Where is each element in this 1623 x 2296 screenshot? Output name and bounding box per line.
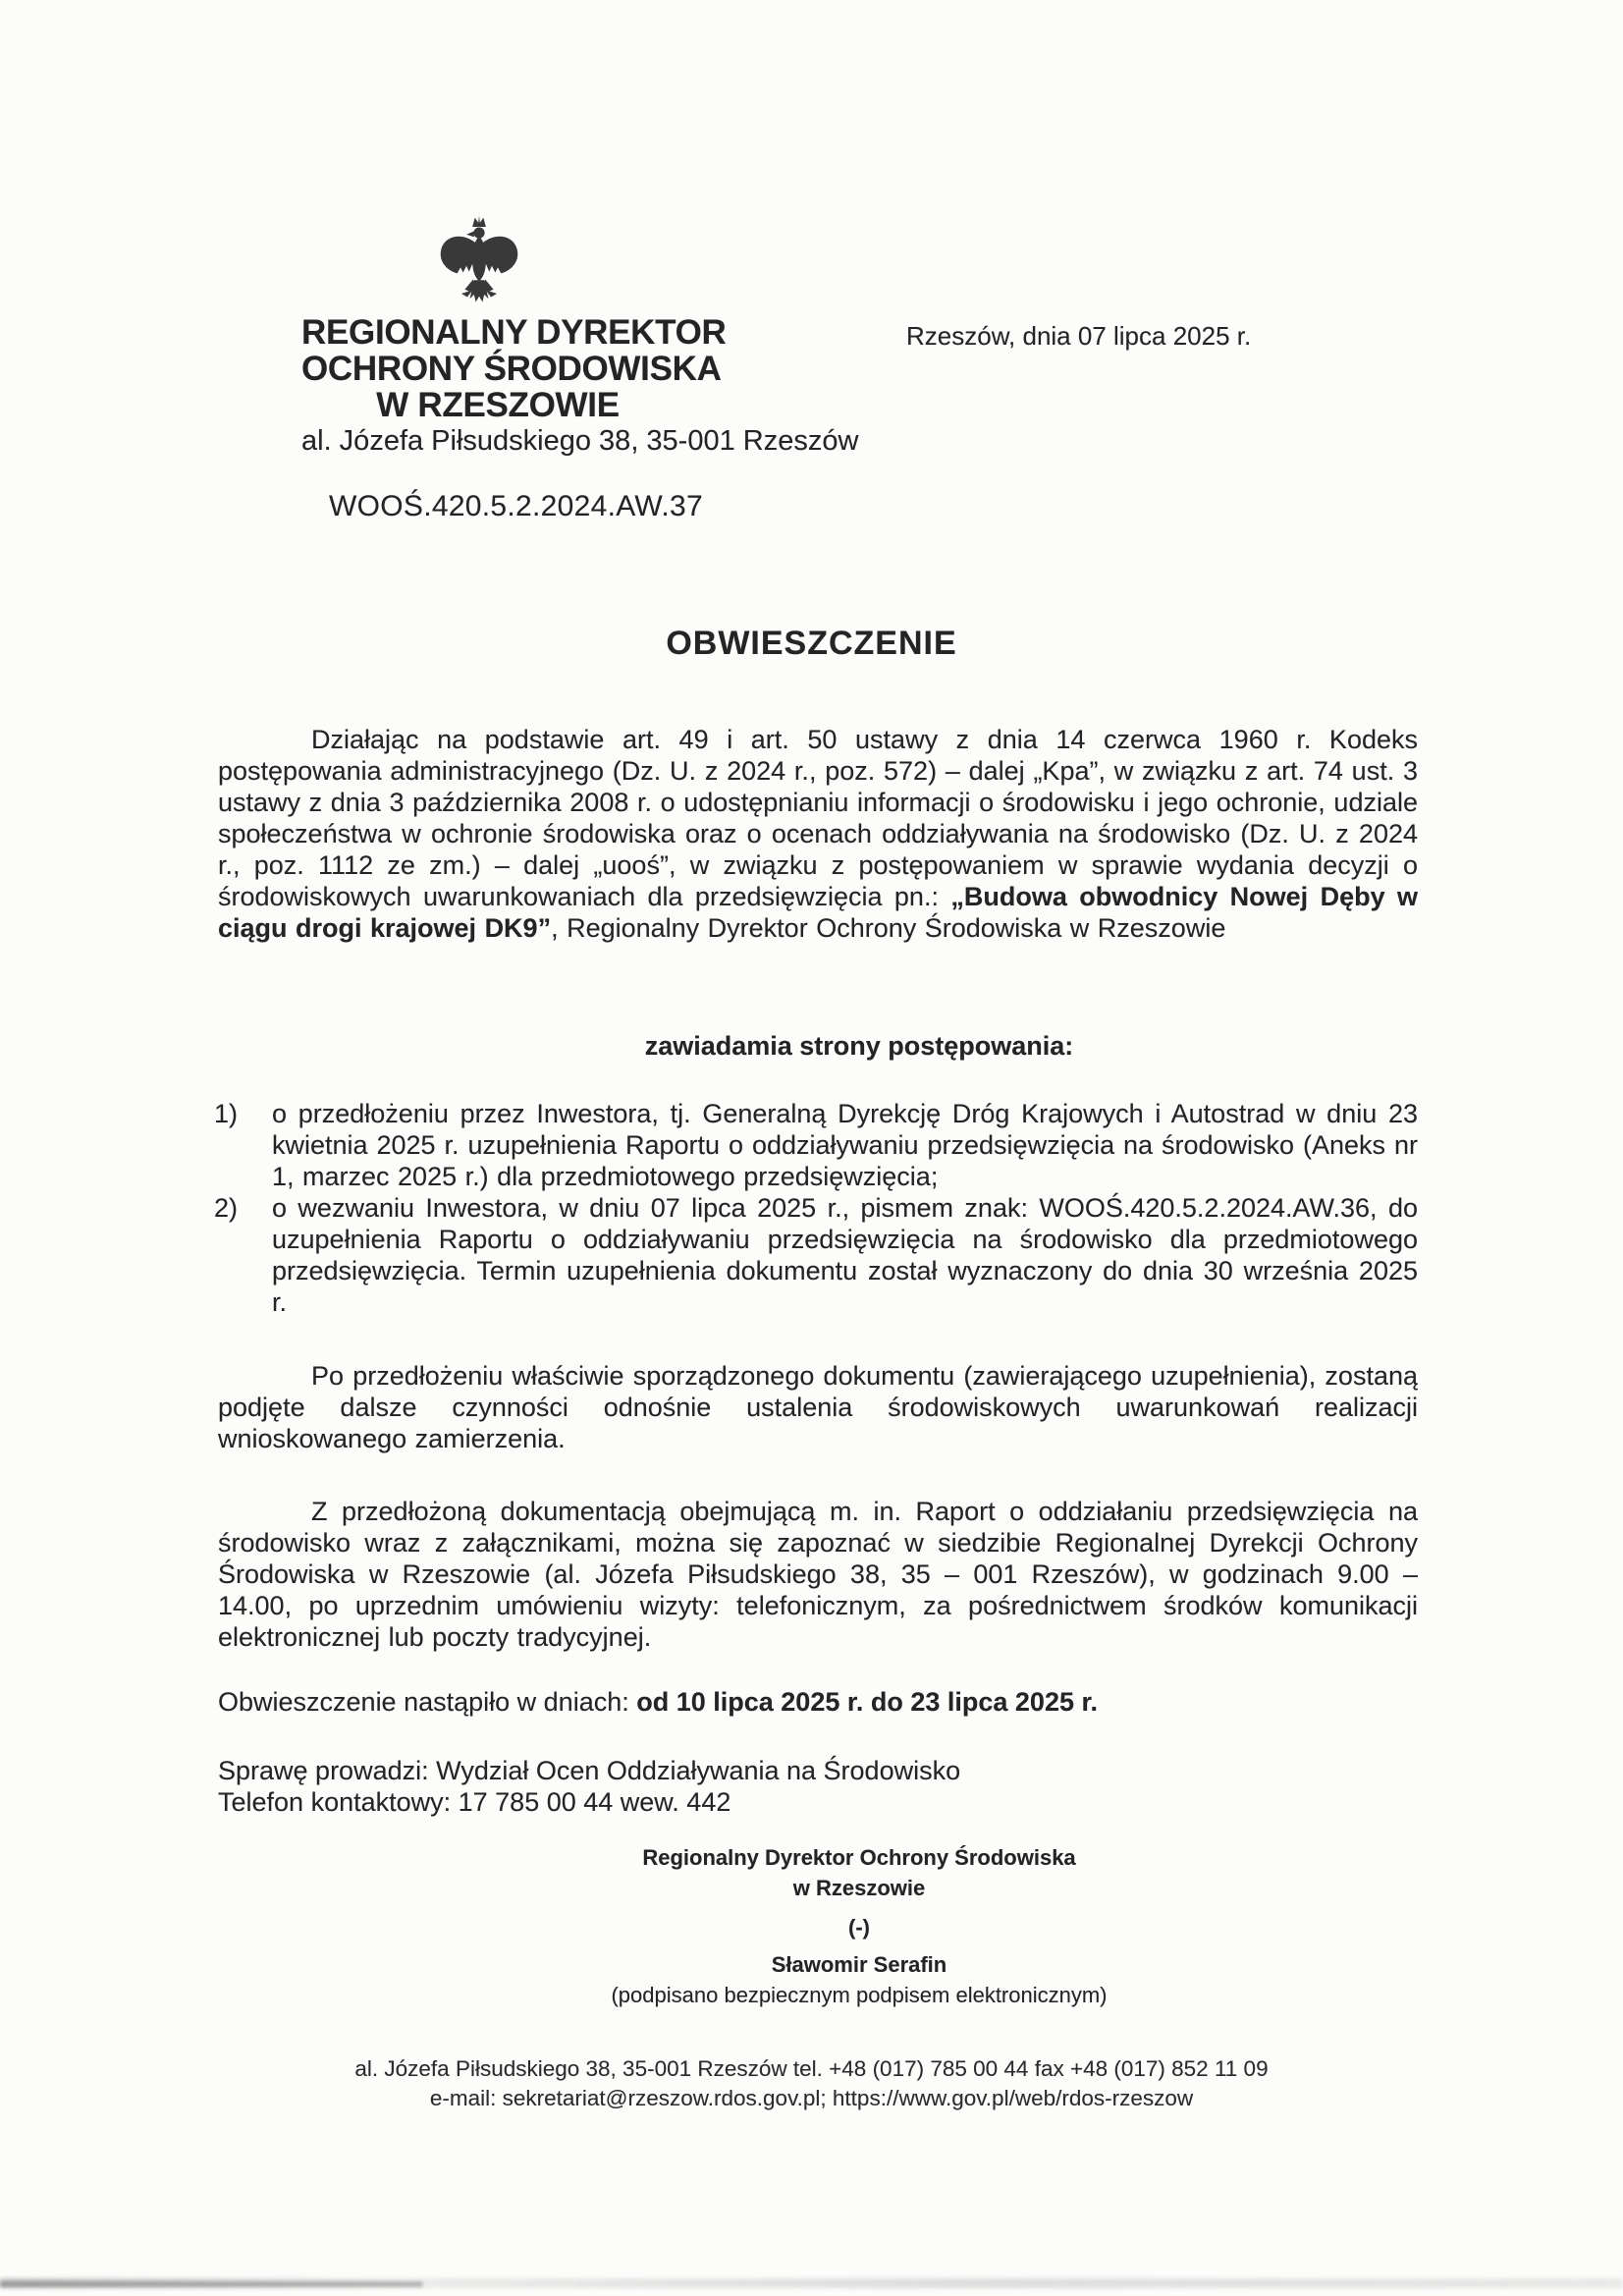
- intro-text-2: , Regionalny Dyrektor Ochrony Środowiska w Rzeszowie: [551, 913, 1226, 943]
- announcement-dates: od 10 lipca 2025 r. do 23 lipca 2025 r.: [636, 1687, 1099, 1717]
- contact-phone-line: Telefon kontaktowy: 17 785 00 44 wew. 442: [218, 1787, 731, 1817]
- footer: [0, 2054, 1623, 2113]
- case-officer-line: Sprawę prowadzi: Wydział Ocen Oddziaływania na Środowisko: [218, 1756, 961, 1785]
- intro-text-1: Działając na podstawie art. 49 i art. 50 ustawy z dnia 14 czerwca 1960 r. Kodeks postępowania administracyjnego (Dz. U. z 2024 r., poz. 572) – dalej „Kpa”, w związku z art. 74 ust. 3 ustawy z dnia 3 października 2008 r. o udostępnianiu informacji o środowisku i jego ochronie, udziale społeczeństwa w ochronie środowiska oraz o ocenach oddziaływania na środowisko (Dz. U. z 2024 r., poz. 1112 ze zm.) – dalej „uooś”, w związku z postępowaniem w sprawie wydania decyzji o środowiskowych uwarunkowaniach dla przedsięwzięcia pn.:: [218, 725, 1418, 911]
- list-item-2-text: o wezwaniu Inwestora, w dniu 07 lipca 2025 r., pismem znak: WOOŚ.420.5.2.2024.AW.36, do uzupełnienia Raportu o oddziaływaniu przedsięwzięcia na środowisko dla przedmiotowego przedsięwzięcia. Termin uzupełnienia dokumentu został wyznaczony do dnia 30 września 2025 r.: [272, 1193, 1418, 1317]
- case-number: WOOŚ.420.5.2.2024.AW.37: [329, 490, 703, 522]
- footer-email-line: e-mail: sekretariat@rzeszow.rdos.gov.pl; https://www.gov.pl/web/rdos-rzeszow: [429, 2086, 1194, 2110]
- signature-dash: (-): [848, 1915, 870, 1940]
- date-line: Rzeszów, dnia 07 lipca 2025 r.: [906, 321, 1252, 351]
- list-item-1-text: o przedłożeniu przez Inwestora, tj. Generalną Dyrekcję Dróg Krajowych i Autostrad w dniu 23 kwietnia 2025 r. uzupełnienia Raportu o oddziaływaniu przedsięwzięcia na środowisko (Aneks nr 1, marzec 2025 r.) dla przedmiotowego przedsięwzięcia;: [272, 1099, 1418, 1191]
- letterhead: [301, 313, 859, 460]
- numbered-list: [214, 1098, 1418, 1318]
- scan-edge-artifact-dark: [0, 2281, 422, 2287]
- signature-note: (podpisano bezpiecznym podpisem elektronicznym): [611, 1983, 1108, 2007]
- contact-block: [218, 1755, 1418, 1818]
- footer-address-line: al. Józefa Piłsudskiego 38, 35-001 Rzeszów tel. +48 (017) 785 00 44 fax +48 (017) 852 11 09: [354, 2056, 1269, 2081]
- list-item-1: [214, 1098, 1418, 1192]
- signature-block: [611, 1842, 1107, 2010]
- list-item-2-number: 2): [214, 1193, 239, 1223]
- announcement-label: Obwieszczenie nastąpiło w dniach:: [218, 1687, 637, 1717]
- signature-title-line2: w Rzeszowie: [792, 1876, 926, 1900]
- project-name: „Budowa obwodnicy Nowej Dęby w ciągu drogi krajowej DK9”: [218, 882, 1418, 943]
- list-item-2: [214, 1192, 1418, 1318]
- paragraph-z: Z przedłożoną dokumentacją obejmującą m. in. Raport o oddziałaniu przedsięwzięcia na środowisko wraz z załącznikami, można się zapoznać w siedzibie Regionalnej Dyrekcji Ochrony Środowiska w Rzeszowie (al. Józefa Piłsudskiego 38, 35 – 001 Rzeszów), w godzinach 9.00 – 14.00, po uprzednim umówieniu wizyty: telefonicznym, za pośrednictwem środków komunikacji elektronicznej lub poczty tradycyjnej.: [218, 1497, 1418, 1652]
- org-address: al. Józefa Piłsudskiego 38, 35-001 Rzeszów: [301, 425, 859, 457]
- notice-heading: zawiadamia strony postępowania:: [644, 1031, 1074, 1061]
- org-name-line3: W RZESZOWIE: [376, 386, 620, 424]
- org-name-line1: REGIONALNY DYREKTOR: [301, 313, 727, 352]
- signature-name: Sławomir Serafin: [771, 1952, 947, 1977]
- list-item-1-number: 1): [214, 1099, 239, 1128]
- announcement-line: [218, 1686, 1418, 1718]
- signature-title-line1: Regionalny Dyrektor Ochrony Środowiska: [642, 1845, 1076, 1870]
- page-title: OBWIESZCZENIE: [666, 625, 957, 662]
- org-name-line2: OCHRONY ŚRODOWISKA: [301, 350, 722, 388]
- intro-paragraph: [218, 724, 1418, 944]
- paragraph-po: Po przedłożeniu właściwie sporządzonego dokumentu (zawierającego uzupełnienia), zostaną podjęte dalsze czynności odnośnie ustalenia środowiskowych uwarunkowań realizacji wnioskowanego zamierzenia.: [218, 1361, 1418, 1453]
- polish-coat-of-arms-eagle-icon: [430, 215, 528, 312]
